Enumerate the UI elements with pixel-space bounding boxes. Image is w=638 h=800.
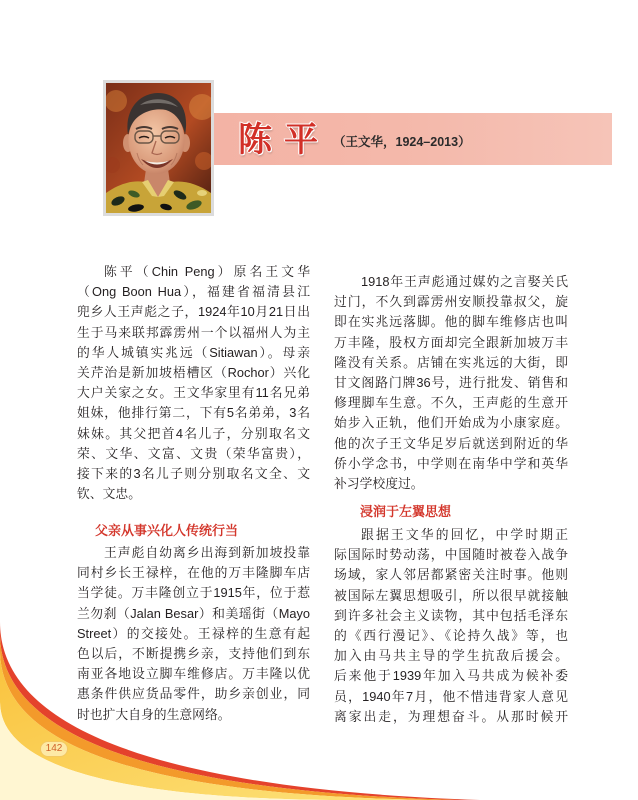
text-line: 当学徒。万丰隆创立于1915年，位于惹 <box>77 585 310 601</box>
text-line: 南亚各地设立脚车维修店。万丰隆以优 <box>77 666 310 682</box>
section-heading: 浸润于左翼思想 <box>360 504 452 519</box>
text-line: 加入由马共主导的学生抗敌后援会。 <box>334 648 568 664</box>
text-line: 跟据王文华的回忆，中学时期正 <box>361 527 568 542</box>
page-title-subtitle: （王文华，1924–2013） <box>333 135 471 149</box>
text-line: 王声彪自幼离乡出海到新加坡投靠 <box>104 545 310 560</box>
text-line: Street）的交接处。王禄梓的生意有起 <box>77 625 310 641</box>
text-line: 即在实兆远落脚。他的脚车维修店也叫 <box>334 314 568 330</box>
text-line: 离家出走，为理想奋斗。从那时候开 <box>334 708 568 724</box>
text-line: 色以后，不断提携乡亲，支持他们到东 <box>77 645 310 661</box>
text-line: 同村乡长王禄梓，在他的万丰隆脚车店 <box>77 565 310 581</box>
text-line: 隆没有关系。店铺在实兆远的大街，即 <box>334 354 568 370</box>
text-line: 修理脚车生意。不久，王声彪的生意开 <box>334 395 568 411</box>
text-line: 的华人城镇实兆远（Sitiawan）。母亲 <box>77 344 310 360</box>
text-line: 侨小学念书，中学则在南华中学和英华 <box>334 455 568 471</box>
page-number: 142 <box>40 741 68 757</box>
right-paragraph-2 <box>334 525 568 727</box>
text-line: 场域，家人邻居都紧密关注时事。他则 <box>334 567 568 583</box>
text-line: 兰勿刹（Jalan Besar）和美瑶街（Mayo <box>77 605 310 621</box>
left-column <box>77 0 310 800</box>
text-line: 他的次子王文华足岁后就送到附近的华 <box>334 435 568 451</box>
text-line: 接下来的3名儿子则分别取名文全、文 <box>77 465 310 481</box>
text-line: 始步入正轨，他们开始成为小康家庭。 <box>334 415 568 431</box>
text-line: （Ong Boon Hua），福建省福清县江 <box>77 284 310 300</box>
text-line: 荣、文华、文富、文贵（荣华富贵）， <box>77 445 310 461</box>
text-line: 妹妹。其父把首4名儿子，分别取名文 <box>77 425 310 441</box>
text-line: 关芹治是新加坡梧槽区（Rochor）兴化 <box>77 364 310 380</box>
text-line: 过门，不久到霹雳州安顺投靠叔父，旋 <box>334 294 568 310</box>
text-line: 兜乡人王声彪之子，1924年10月21日出 <box>77 304 310 320</box>
text-line: 的《西行漫记》、《论持久战》等，也 <box>334 627 568 643</box>
page-title-name: 陈平 <box>238 120 330 160</box>
text-line: 际国际时势动荡，中国随时被卷入战争 <box>334 547 568 563</box>
text-line: 后来他于1939年加入马共成为候补委 <box>334 668 568 684</box>
text-line: 到许多社会主义读物，其中包括毛泽东 <box>334 607 568 623</box>
left-paragraph-1 <box>77 262 310 504</box>
text-line: 大户关家之女。王文华家里有11名兄弟 <box>77 385 310 401</box>
right-paragraph-1 <box>334 272 568 494</box>
text-line: 姐妹，他排行第二，下有5名弟弟，3名 <box>77 405 310 421</box>
text-line: 时也扩大自身的生意网络。 <box>77 706 231 722</box>
text-line: 钦、文忠。 <box>77 486 141 502</box>
left-paragraph-2 <box>77 543 310 725</box>
text-line: 补习学校度过。 <box>334 475 424 491</box>
text-line: 万丰隆，股权方面却完全跟新加坡万丰 <box>334 334 568 350</box>
text-line: 1918年王声彪通过媒妁之言娶关氏 <box>361 274 568 289</box>
right-column <box>334 0 568 800</box>
text-line: 陈平（Chin Peng）原名王文华 <box>104 264 310 279</box>
text-line: 惠条件供应货品零件，助乡亲创业，同 <box>77 686 310 702</box>
text-line: 甘文阁路门牌36号，进行批发、销售和 <box>334 374 568 390</box>
text-line: 生于马来联邦霹雳州一个以福州人为主 <box>77 324 310 340</box>
text-line: 员，1940年7月，他不惜违背家人意见 <box>334 688 568 704</box>
section-heading: 父亲从事兴化人传统行当 <box>95 523 239 538</box>
text-line: 被国际左翼思想吸引，所以很早就接触 <box>334 587 568 603</box>
